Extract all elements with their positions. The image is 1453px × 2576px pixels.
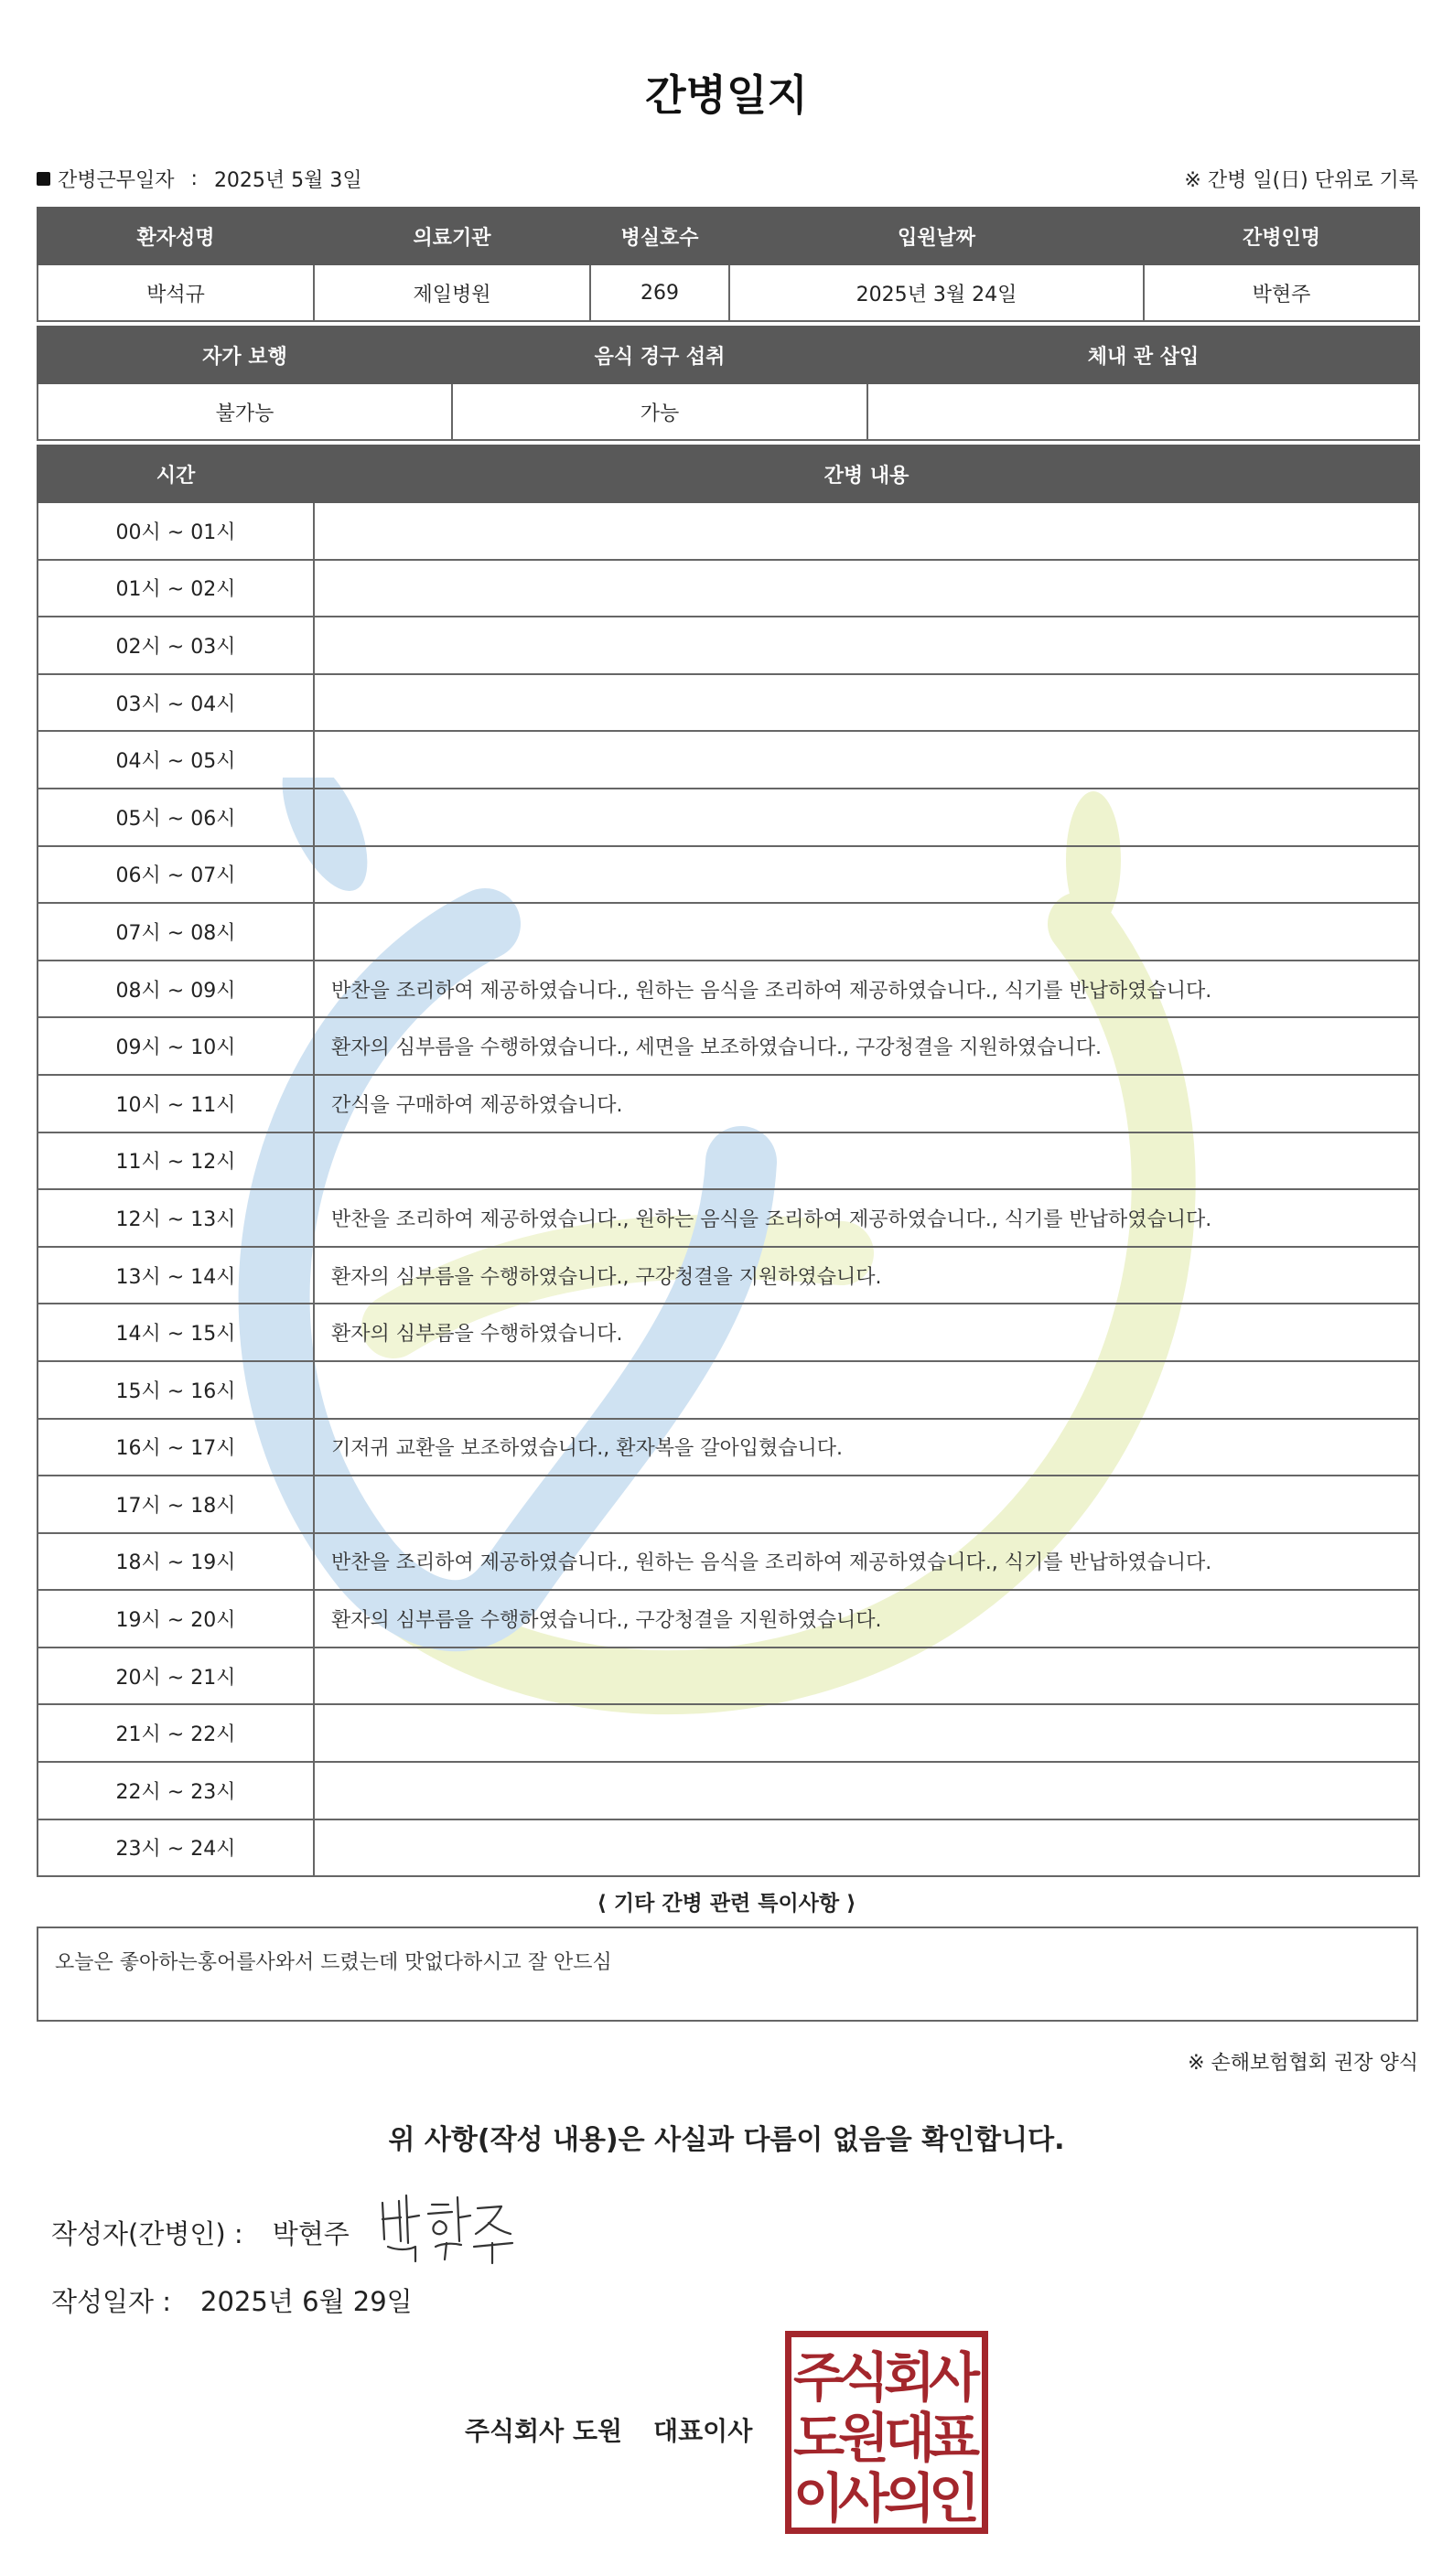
time-cell: 18시 ~ 19시 bbox=[38, 1533, 314, 1591]
time-cell: 01시 ~ 02시 bbox=[38, 560, 314, 617]
svg-text:이: 이 bbox=[792, 2467, 845, 2528]
header-hospital: 의료기관 bbox=[314, 208, 590, 264]
table-row bbox=[38, 731, 1419, 789]
care-content-cell bbox=[314, 731, 1419, 789]
care-content-cell: 반찬을 조리하여 제공하였습니다., 원하는 음식을 조리하여 제공하였습니다., 식기를 반납하였습니다. bbox=[314, 1189, 1419, 1247]
caregiver-name-value: 박현주 bbox=[1144, 264, 1419, 321]
time-cell: 02시 ~ 03시 bbox=[38, 617, 314, 674]
svg-text:표: 표 bbox=[928, 2407, 981, 2469]
table-row bbox=[38, 1476, 1419, 1533]
svg-text:사: 사 bbox=[837, 2467, 890, 2528]
time-cell: 00시 ~ 01시 bbox=[38, 502, 314, 560]
table-row bbox=[38, 1533, 1419, 1591]
time-cell: 13시 ~ 14시 bbox=[38, 1247, 314, 1304]
table-row bbox=[38, 1017, 1419, 1075]
svg-text:대: 대 bbox=[883, 2407, 936, 2469]
form-note: ※ 손해보험협회 권장 양식 bbox=[1188, 2052, 1418, 2075]
handwritten-signature bbox=[375, 2186, 522, 2269]
work-date-label: 간병근무일자 bbox=[58, 169, 175, 192]
work-date-group bbox=[37, 165, 362, 193]
care-content-cell: 반찬을 조리하여 제공하였습니다., 원하는 음식을 조리하여 제공하였습니다., 식기를 반납하였습니다. bbox=[314, 961, 1419, 1018]
header-care-content: 간병 내용 bbox=[314, 445, 1419, 502]
care-content-cell: 기저귀 교환을 보조하였습니다., 환자복을 갈아입혔습니다. bbox=[314, 1419, 1419, 1476]
time-cell: 03시 ~ 04시 bbox=[38, 674, 314, 732]
time-cell: 16시 ~ 17시 bbox=[38, 1419, 314, 1476]
work-date-value: 2025년 5월 3일 bbox=[213, 169, 362, 192]
company-seal-stamp bbox=[785, 2331, 988, 2534]
care-content-cell bbox=[314, 1648, 1419, 1705]
date-row bbox=[51, 2281, 413, 2319]
time-cell: 12시 ~ 13시 bbox=[38, 1189, 314, 1247]
room-number-value: 269 bbox=[590, 264, 729, 321]
writer-row bbox=[51, 2214, 350, 2251]
table-row bbox=[38, 502, 1419, 560]
table-header-row bbox=[38, 208, 1419, 264]
table-row bbox=[38, 789, 1419, 846]
time-cell: 15시 ~ 16시 bbox=[38, 1361, 314, 1419]
time-cell: 11시 ~ 12시 bbox=[38, 1132, 314, 1190]
unit-note: ※ 간병 일(日) 단위로 기록 bbox=[1184, 169, 1418, 192]
care-content-cell bbox=[314, 560, 1419, 617]
time-cell: 06시 ~ 07시 bbox=[38, 846, 314, 904]
care-content-cell bbox=[314, 617, 1419, 674]
page-title: 간병일지 bbox=[645, 70, 808, 120]
notes-box bbox=[37, 1927, 1418, 2022]
care-content-cell bbox=[314, 502, 1419, 560]
care-content-cell bbox=[314, 1476, 1419, 1533]
table-row bbox=[38, 617, 1419, 674]
hospital-value: 제일병원 bbox=[314, 264, 590, 321]
svg-text:주: 주 bbox=[792, 2346, 845, 2409]
seal-graphic bbox=[791, 2337, 982, 2528]
time-cell: 19시 ~ 20시 bbox=[38, 1590, 314, 1648]
table-row bbox=[38, 383, 1419, 440]
table-row bbox=[38, 846, 1419, 904]
svg-text:의: 의 bbox=[883, 2467, 936, 2528]
table-row bbox=[38, 1304, 1419, 1361]
company-name: 주식회사 도원 bbox=[465, 2416, 623, 2446]
time-cell: 09시 ~ 10시 bbox=[38, 1017, 314, 1075]
header-room-number: 병실호수 bbox=[590, 208, 729, 264]
company-line bbox=[465, 2411, 752, 2448]
care-content-cell bbox=[314, 1704, 1419, 1762]
time-cell: 21시 ~ 22시 bbox=[38, 1704, 314, 1762]
care-content-cell: 간식을 구매하여 제공하였습니다. bbox=[314, 1075, 1419, 1132]
patient-name-value: 박석규 bbox=[38, 264, 314, 321]
care-content-cell bbox=[314, 674, 1419, 732]
time-cell: 20시 ~ 21시 bbox=[38, 1648, 314, 1705]
time-cell: 23시 ~ 24시 bbox=[38, 1819, 314, 1877]
care-content-cell: 환자의 심부름을 수행하였습니다., 구강청결을 지원하였습니다. bbox=[314, 1590, 1419, 1648]
admission-date-value: 2025년 3월 24일 bbox=[729, 264, 1144, 321]
svg-text:사: 사 bbox=[928, 2346, 981, 2409]
writer-name: 박현주 bbox=[272, 2218, 350, 2249]
header-tube-insertion: 체내 관 삽입 bbox=[867, 327, 1419, 383]
header-self-walking: 자가 보행 bbox=[38, 327, 452, 383]
time-cell: 07시 ~ 08시 bbox=[38, 903, 314, 961]
time-cell: 17시 ~ 18시 bbox=[38, 1476, 314, 1533]
table-row bbox=[38, 1648, 1419, 1705]
table-row bbox=[38, 1590, 1419, 1648]
time-cell: 08시 ~ 09시 bbox=[38, 961, 314, 1018]
header-time: 시간 bbox=[38, 445, 314, 502]
care-content-cell bbox=[314, 789, 1419, 846]
table-row bbox=[38, 264, 1419, 321]
notes-title: ⟨ 기타 간병 관련 특이사항 ⟩ bbox=[597, 1892, 856, 1916]
table-row bbox=[38, 1762, 1419, 1819]
care-content-cell: 반찬을 조리하여 제공하였습니다., 원하는 음식을 조리하여 제공하였습니다., 식기를 반납하였습니다. bbox=[314, 1533, 1419, 1591]
care-log-table bbox=[37, 445, 1420, 1877]
table-row bbox=[38, 1132, 1419, 1190]
time-cell: 10시 ~ 11시 bbox=[38, 1075, 314, 1132]
oral-intake-value: 가능 bbox=[452, 383, 867, 440]
svg-text:원: 원 bbox=[837, 2407, 890, 2469]
date-label: 작성일자 : bbox=[51, 2286, 172, 2317]
confirmation-statement: 위 사항(작성 내용)은 사실과 다름이 없음을 확인합니다. bbox=[388, 2124, 1065, 2156]
care-content-cell bbox=[314, 1819, 1419, 1877]
table-header-row bbox=[38, 327, 1419, 383]
company-title: 대표이사 bbox=[653, 2416, 753, 2446]
header-admission-date: 입원날짜 bbox=[729, 208, 1144, 264]
care-content-cell bbox=[314, 903, 1419, 961]
work-date-separator: : bbox=[190, 167, 198, 190]
table-row bbox=[38, 961, 1419, 1018]
care-content-cell bbox=[314, 846, 1419, 904]
meta-row bbox=[37, 161, 1418, 194]
table-row bbox=[38, 1075, 1419, 1132]
time-cell: 05시 ~ 06시 bbox=[38, 789, 314, 846]
time-cell: 04시 ~ 05시 bbox=[38, 731, 314, 789]
table-row bbox=[38, 1189, 1419, 1247]
header-oral-intake: 음식 경구 섭취 bbox=[452, 327, 867, 383]
svg-text:인: 인 bbox=[928, 2467, 981, 2528]
bullet-square-icon bbox=[37, 172, 50, 186]
header-patient-name: 환자성명 bbox=[38, 208, 314, 264]
care-content-cell: 환자의 심부름을 수행하였습니다. bbox=[314, 1304, 1419, 1361]
table-row bbox=[38, 674, 1419, 732]
tube-insertion-value bbox=[867, 383, 1419, 440]
patient-status-table bbox=[37, 326, 1420, 441]
care-content-cell bbox=[314, 1762, 1419, 1819]
care-content-cell bbox=[314, 1361, 1419, 1419]
header-caregiver-name: 간병인명 bbox=[1144, 208, 1419, 264]
svg-text:식: 식 bbox=[837, 2346, 890, 2409]
writer-label: 작성자(간병인) : bbox=[51, 2218, 243, 2249]
table-row bbox=[38, 1419, 1419, 1476]
table-row bbox=[38, 1361, 1419, 1419]
table-row bbox=[38, 560, 1419, 617]
svg-text:회: 회 bbox=[883, 2346, 936, 2409]
care-content-cell: 환자의 심부름을 수행하였습니다., 구강청결을 지원하였습니다. bbox=[314, 1247, 1419, 1304]
svg-text:도: 도 bbox=[792, 2407, 845, 2469]
notes-text: 오늘은 좋아하는홍어를사와서 드렸는데 맛없다하시고 잘 안드심 bbox=[55, 1951, 612, 1974]
table-row bbox=[38, 1819, 1419, 1877]
table-row bbox=[38, 1247, 1419, 1304]
time-cell: 22시 ~ 23시 bbox=[38, 1762, 314, 1819]
table-row bbox=[38, 1704, 1419, 1762]
table-header-row bbox=[38, 445, 1419, 502]
table-row bbox=[38, 903, 1419, 961]
patient-info-table bbox=[37, 207, 1420, 322]
date-value: 2025년 6월 29일 bbox=[200, 2286, 413, 2317]
care-content-cell: 환자의 심부름을 수행하였습니다., 세면을 보조하였습니다., 구강청결을 지원하였습니다. bbox=[314, 1017, 1419, 1075]
care-content-cell bbox=[314, 1132, 1419, 1190]
self-walking-value: 불가능 bbox=[38, 383, 452, 440]
time-cell: 14시 ~ 15시 bbox=[38, 1304, 314, 1361]
